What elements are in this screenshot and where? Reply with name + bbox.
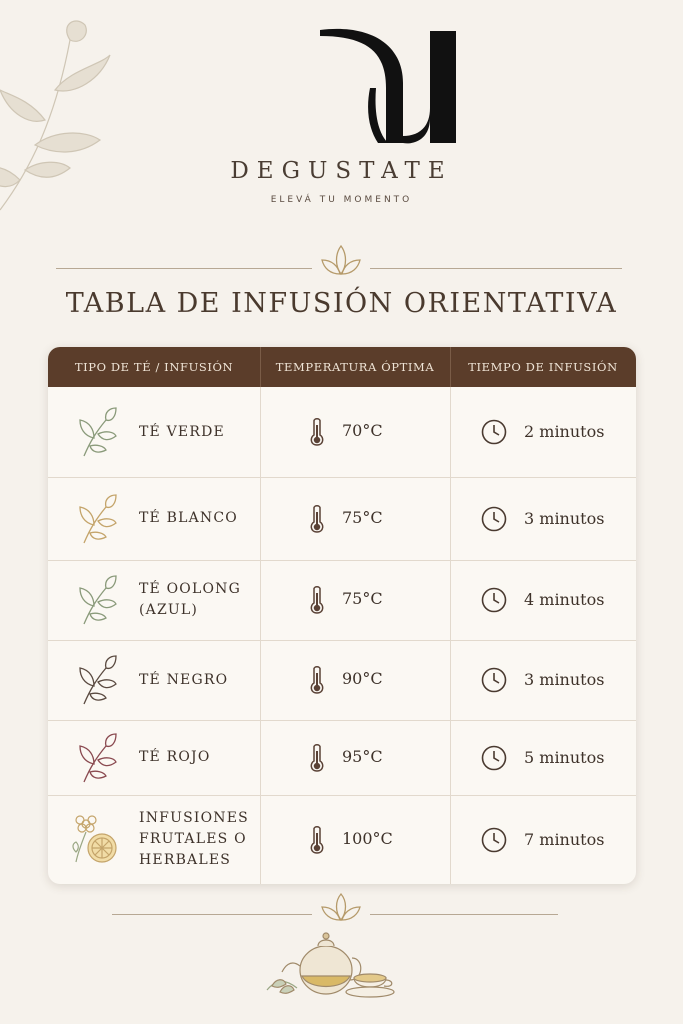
column-header-type: TIPO DE TÉ / INFUSIÓN: [74, 360, 234, 374]
table-row: [48, 560, 636, 641]
thermometer-icon: [310, 665, 324, 699]
tea-name: [139, 508, 238, 529]
brand-tagline: ELEVÁ TU MOMENTO: [270, 195, 413, 205]
tea-name: [139, 670, 228, 691]
tea-name-line: TÉ VERDE: [139, 423, 225, 440]
tea-name-line: TÉ BLANCO: [139, 510, 238, 526]
teapot-cup-icon: [262, 928, 402, 1000]
infusion-time-value: 3 minutos: [524, 670, 605, 689]
tea-name-line: INFUSIONES: [139, 810, 249, 826]
tea-name-line: HERBALES: [139, 852, 232, 868]
temperature-value: 90°C: [342, 669, 383, 688]
table-row: [48, 795, 636, 884]
temperature-value: 70°C: [342, 421, 383, 440]
divider-line: [56, 268, 312, 269]
tea-name-line: TÉ ROJO: [139, 749, 211, 765]
clock-icon: [480, 666, 508, 698]
temperature-value: 75°C: [342, 507, 383, 527]
tea-name-line: TÉ OOLONG: [139, 581, 241, 597]
tea-name: [139, 747, 211, 768]
divider-line: [370, 914, 558, 915]
infusion-time-value: 4 minutos: [524, 590, 605, 609]
temperature-value: 75°C: [342, 589, 383, 608]
infusion-table: [48, 347, 636, 884]
thermometer-icon: [310, 417, 324, 451]
thermometer-icon: [310, 825, 324, 859]
leaf-icon: [76, 574, 118, 630]
infusion-time-value: 2 minutos: [524, 422, 605, 441]
divider-line: [370, 268, 622, 269]
leaf-ornament-icon: [320, 892, 362, 924]
temperature-value: 100°C: [342, 828, 393, 848]
clock-icon: [480, 505, 508, 537]
clock-icon: [480, 826, 508, 858]
clock-icon: [480, 744, 508, 776]
thermometer-icon: [310, 504, 324, 538]
leaf-icon: [76, 732, 118, 788]
tea-name: [139, 422, 225, 443]
leaf-icon: [76, 493, 118, 549]
flower-citrus-icon: [70, 812, 118, 872]
table-row: [48, 477, 636, 561]
column-header-time: TIEMPO DE INFUSIÓN: [468, 360, 618, 374]
page-title: TABLA DE INFUSIÓN ORIENTATIVA: [65, 288, 618, 319]
tea-name-line: TÉ NEGRO: [139, 671, 229, 688]
leaf-ornament-icon: [320, 244, 362, 278]
brand-name: DEGUSTATE: [230, 158, 453, 184]
clock-icon: [480, 586, 508, 618]
thermometer-icon: [310, 585, 324, 619]
leaf-icon: [76, 406, 118, 462]
tea-name: [139, 808, 249, 871]
column-header-temperature: TEMPERATURA ÓPTIMA: [275, 360, 435, 374]
tea-name-line: (AZUL): [139, 602, 199, 618]
table-header: [48, 347, 636, 387]
divider-line: [112, 914, 312, 915]
tea-name: [139, 579, 241, 621]
tea-name-line: FRUTALES O: [139, 831, 247, 847]
brand-logo-icon: [318, 28, 458, 146]
infusion-time-value: 5 minutos: [524, 747, 605, 767]
table-row: [48, 720, 636, 796]
decorative-branch-icon: [0, 20, 120, 220]
infusion-time-value: 3 minutos: [524, 508, 605, 528]
table-row: [48, 640, 636, 721]
thermometer-icon: [310, 743, 324, 777]
infusion-time-value: 7 minutos: [524, 829, 605, 849]
clock-icon: [480, 418, 508, 450]
temperature-value: 95°C: [342, 746, 383, 766]
leaf-icon: [76, 654, 118, 710]
table-row: [48, 387, 636, 478]
